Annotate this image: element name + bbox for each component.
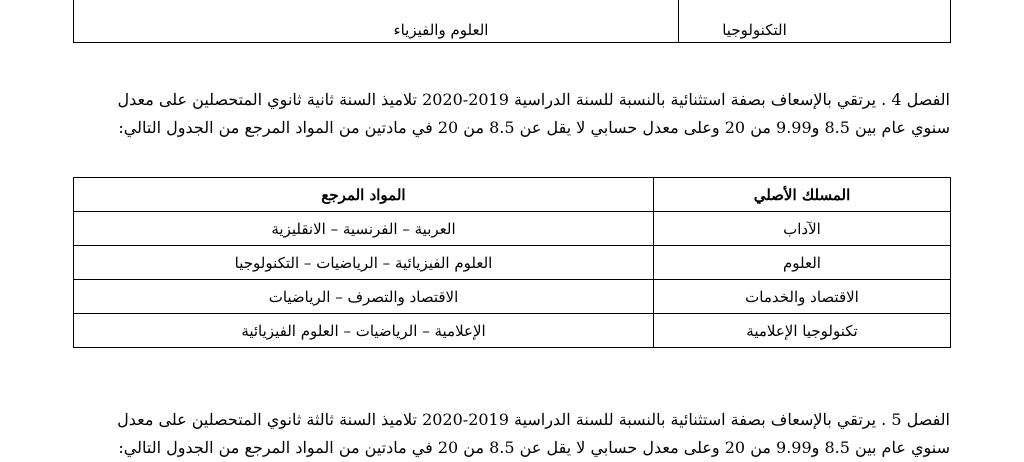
article-4-line-1: الفصل 4 . يرتقي بالإسعاف بصفة استثنائية بالنسبة للسنة الدراسية 2019-2020 تلاميذ السنة ثانية ثانوي المتحصلين على معدل bbox=[117, 90, 950, 109]
previous-table-cell-right: العلوم والفيزياء bbox=[74, 0, 679, 43]
header-reference-subjects: المواد المرجع bbox=[74, 178, 654, 212]
subjects-cell: الإعلامية – الرياضيات – العلوم الفيزيائية bbox=[74, 314, 654, 348]
article-4-line-2: سنوي عام بين 8.5 و9.99 من 20 وعلى معدل حسابي لا يقل عن 8.5 من 20 في مادتين من المواد المرجع من الجدول التالي: bbox=[118, 118, 950, 137]
table-row bbox=[74, 314, 951, 348]
table-row bbox=[74, 0, 951, 43]
reference-subjects-table bbox=[73, 177, 951, 348]
table-row bbox=[74, 246, 951, 280]
table-row bbox=[74, 212, 951, 246]
previous-table bbox=[73, 0, 951, 43]
track-cell: العلوم bbox=[654, 246, 951, 280]
header-original-track: المسلك الأصلي bbox=[654, 178, 951, 212]
previous-table-cell-left: التكنولوجيا bbox=[679, 0, 951, 43]
article-5-paragraph bbox=[73, 406, 950, 462]
track-cell: الآداب bbox=[654, 212, 951, 246]
table-header-row bbox=[74, 178, 951, 212]
subjects-cell: الاقتصاد والتصرف – الرياضيات bbox=[74, 280, 654, 314]
track-cell: الاقتصاد والخدمات bbox=[654, 280, 951, 314]
table-row bbox=[74, 280, 951, 314]
article-4-paragraph bbox=[73, 86, 950, 142]
track-cell: تكنولوجيا الإعلامية bbox=[654, 314, 951, 348]
subjects-cell: العربية – الفرنسية – الانقليزية bbox=[74, 212, 654, 246]
article-5-line-2: سنوي عام بين 8.5 و9.99 من 20 وعلى معدل حسابي لا يقل عن 8.5 من 20 في مادتين من المواد المرجع من الجدول التالي: bbox=[118, 438, 950, 457]
subjects-cell: العلوم الفيزيائية – الرياضيات – التكنولوجيا bbox=[74, 246, 654, 280]
article-5-line-1: الفصل 5 . يرتقي بالإسعاف بصفة استثنائية بالنسبة للسنة الدراسية 2019-2020 تلاميذ السنة ثالثة ثانوي المتحصلين على معدل bbox=[117, 410, 950, 429]
